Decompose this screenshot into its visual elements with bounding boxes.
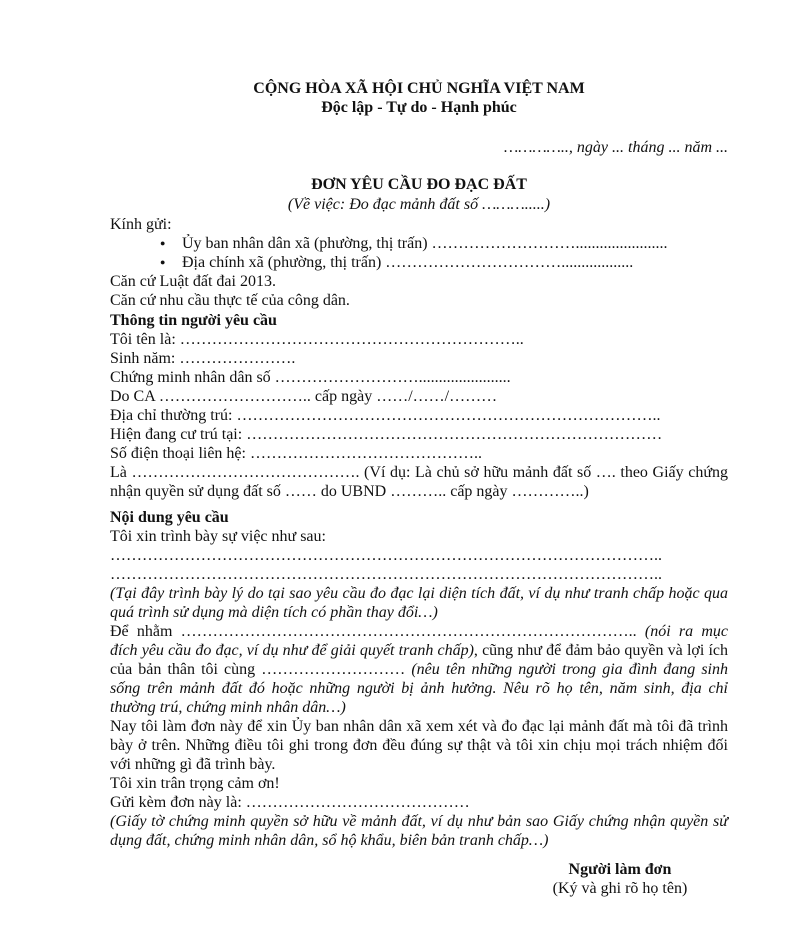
purpose-note: (nói ra mục đích yêu cầu đo đạc, ví dụ như để giải quyết tranh chấp) — [110, 623, 729, 659]
request-paragraph: Nay tôi làm đơn này để xin Ủy ban nhân dân xã xem xét và đo đạc lại mảnh đất mà tôi đã trình bày ở trên. Những điều tôi ghi trong đơn đều đúng sự thật và tôi xin chịu mọi trách nhiệm đối với những gì đã trình bày. — [110, 718, 728, 773]
signature-note: (Ký và ghi rõ họ tên) — [552, 880, 688, 897]
recipient-item — [110, 253, 728, 272]
recipients — [110, 215, 728, 310]
purpose-note-2: (nêu tên những người trong gia đình đang sinh sống trên mảnh đất đó hoặc những người bị ảnh hưởng. Nêu rõ họ tên, năm sinh, địa chỉ thường trú, chứng minh nhân dân…) — [110, 661, 728, 716]
birth-year-line: Sinh năm: …………………. — [110, 350, 296, 367]
phone-line: Số điện thoại liên hệ: …………………………………….. — [110, 445, 482, 462]
permanent-address-line: Địa chỉ thường trú: …………………………………………………………………….. — [110, 407, 661, 424]
country-header — [110, 79, 728, 98]
applicant-heading: Thông tin người yêu cầu — [110, 312, 277, 329]
motto-wrap — [110, 98, 728, 117]
purpose-paragraph — [110, 622, 728, 717]
id-issue-line: Do CA ……………………….. cấp ngày ……/……/……… — [110, 388, 498, 405]
country-name: CỘNG HÒA XÃ HỘI CHỦ NGHĨA VIỆT NAM — [253, 80, 585, 97]
recipient-item-text: Địa chính xã (phường, thị trấn) …………………………….................. — [182, 254, 634, 271]
basis-line: Căn cứ nhu cầu thực tế của công dân. — [110, 292, 350, 309]
recipient-item-text: Ủy ban nhân dân xã (phường, thị trấn) ………………………....................... — [182, 235, 668, 252]
purpose-lead: Để nhằm ………………………………………………………………………….. — [110, 623, 645, 640]
form-subtitle: (Về việc: Đo đạc mảnh đất số ……….....) — [287, 196, 551, 213]
content-dots-line: ………………………………………………………………………………………….. — [110, 566, 662, 583]
purpose-mid: , cũng như để đảm bảo quyền và lợi ích của bản thân tôi cùng ……………………… — [110, 642, 729, 678]
role-line: Là ……………………………………. (Ví dụ: Là chủ sở hữu mảnh đất số …. theo Giấy chứng nhận quyền sử dụng đất số …… do UBND ……….. cấp ngày …………..) — [110, 464, 728, 500]
form-title: ĐƠN YÊU CẦU ĐO ĐẠC ĐẤT — [311, 176, 527, 193]
thanks-line: Tôi xin trân trọng cảm ơn! — [110, 775, 280, 792]
motto: Độc lập - Tự do - Hạnh phúc — [321, 99, 517, 116]
applicant-name-line: Tôi tên là: ……………………………………………………….. — [110, 331, 524, 348]
content-dots-line: ………………………………………………………………………………………….. — [110, 547, 662, 564]
content-heading: Nội dung yêu cầu — [110, 509, 229, 526]
id-number-line: Chứng minh nhân dân số ………………………....................... — [110, 369, 511, 386]
signature-title: Người làm đơn — [568, 861, 672, 878]
attachment-note: (Giấy tờ chứng minh quyền sở hữu về mảnh đất, ví dụ như bản sao Giấy chứng nhận quyền sử dụng đất, chứng minh nhân dân, sổ hộ khẩu, biên bản tranh chấp…) — [110, 813, 728, 849]
recipients-label: Kính gửi: — [110, 216, 172, 233]
applicant-section — [110, 311, 728, 501]
signature-block — [520, 860, 720, 898]
attachment-line: Gửi kèm đơn này là: …………………………………… — [110, 794, 470, 811]
content-section — [110, 508, 728, 850]
date-line: ………….., ngày ... tháng ... năm ... — [503, 139, 728, 156]
reason-note: (Tại đây trình bày lý do tại sao yêu cầu đo đạc lại diện tích đất, ví dụ như tranh chấp hoặc qua quá trình sử dụng mà diện tích có phần thay đổi…) — [110, 585, 728, 621]
basis-line: Căn cứ Luật đất đai 2013. — [110, 273, 276, 290]
content-intro: Tôi xin trình bày sự việc như sau: — [110, 528, 326, 545]
current-address-line: Hiện đang cư trú tại: …………………………………………………………………… — [110, 426, 663, 443]
recipient-item — [110, 234, 728, 253]
